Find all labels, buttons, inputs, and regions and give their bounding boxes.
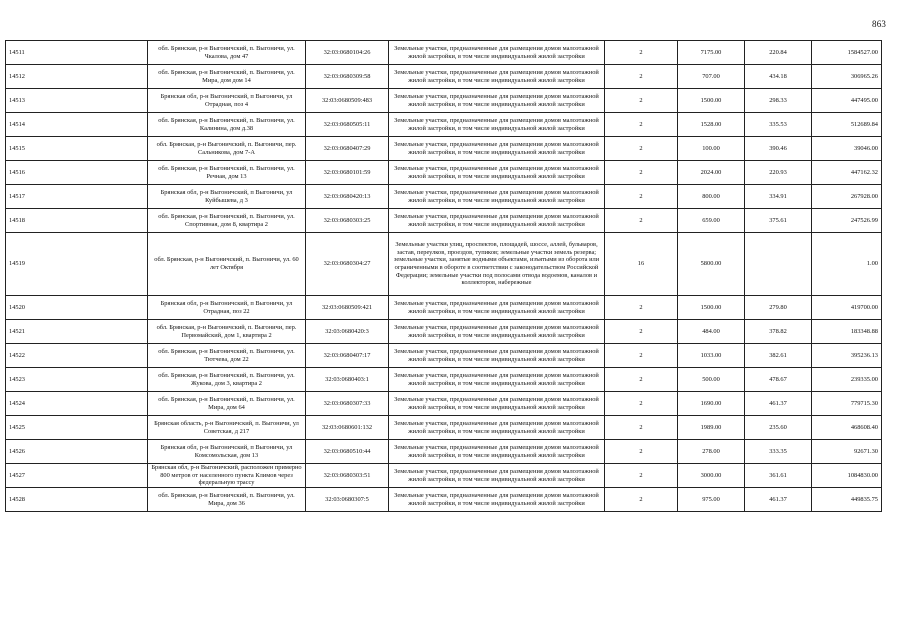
row-number: 14528 [6,488,148,512]
land-use-description-cell: Земельные участки, предназначенные для размещения домов малоэтажной жилой застройки, в том числе индивидуальной жилой застройки [389,296,605,320]
table-row [6,65,882,89]
page-number: 863 [872,19,887,29]
area-cell: 1528.00 [678,113,745,137]
area-cell: 1500.00 [678,89,745,113]
row-number: 14511 [6,41,148,65]
address-cell: Брянская обл, р-н Выгоничский, п Выгоничи, ул Комсомольская, дом 13 [148,440,306,464]
group-number-cell: 2 [605,464,678,488]
table-row [6,137,882,161]
address-cell: обл. Брянская, р-н Выгоничский, п. Выгоничи, ул. Мира, дом 64 [148,392,306,416]
area-cell: 1989.00 [678,416,745,440]
table-row [6,368,882,392]
cadastral-number-cell: 32:03:0680304:27 [306,233,389,296]
address-cell: обл. Брянская, р-н Выгоничский, п. Выгоничи, ул. Чкалова, дом 47 [148,41,306,65]
area-cell: 707.00 [678,65,745,89]
group-number-cell: 2 [605,65,678,89]
row-number: 14524 [6,392,148,416]
group-number-cell: 2 [605,368,678,392]
row-number: 14512 [6,65,148,89]
cadastral-value-table [5,40,882,512]
cadastral-number-cell: 32:03:0680303:51 [306,464,389,488]
cadastral-number-cell: 32:03:0680104:26 [306,41,389,65]
table-body [6,41,882,512]
group-number-cell: 2 [605,440,678,464]
land-use-description-cell: Земельные участки, предназначенные для размещения домов малоэтажной жилой застройки, в том числе индивидуальной жилой застройки [389,137,605,161]
cadastral-number-cell: 32:03:0680101:59 [306,161,389,185]
address-cell: обл. Брянская, р-н Выгоничский, п. Выгоничи, ул. 60 лет Октября [148,233,306,296]
specific-value-cell: 461.37 [745,488,812,512]
table-row [6,392,882,416]
cadastral-value-cell: 395236.13 [812,344,882,368]
area-cell: 3000.00 [678,464,745,488]
cadastral-value-cell: 267928.00 [812,185,882,209]
row-number: 14522 [6,344,148,368]
cadastral-value-cell: 239335.00 [812,368,882,392]
cadastral-number-cell: 32:03:0680601:132 [306,416,389,440]
table-row [6,113,882,137]
cadastral-number-cell: 32:03:0680307:33 [306,392,389,416]
cadastral-number-cell: 32:03:0680307:5 [306,488,389,512]
land-use-description-cell: Земельные участки, предназначенные для размещения домов малоэтажной жилой застройки, в том числе индивидуальной жилой застройки [389,113,605,137]
table-row [6,440,882,464]
specific-value-cell: 434.18 [745,65,812,89]
area-cell: 1033.00 [678,344,745,368]
land-use-description-cell: Земельные участки, предназначенные для размещения домов малоэтажной жилой застройки, в том числе индивидуальной жилой застройки [389,416,605,440]
cadastral-number-cell: 32:03:0680420:13 [306,185,389,209]
land-use-description-cell: Земельные участки, предназначенные для размещения домов малоэтажной жилой застройки, в том числе индивидуальной жилой застройки [389,185,605,209]
area-cell: 2024.00 [678,161,745,185]
row-number: 14525 [6,416,148,440]
cadastral-value-cell: 447162.32 [812,161,882,185]
row-number: 14515 [6,137,148,161]
specific-value-cell: 235.60 [745,416,812,440]
cadastral-value-cell: 419700.00 [812,296,882,320]
land-use-description-cell: Земельные участки, предназначенные для размещения домов малоэтажной жилой застройки, в том числе индивидуальной жилой застройки [389,41,605,65]
table-row [6,320,882,344]
specific-value-cell: 478.67 [745,368,812,392]
specific-value-cell [745,233,812,296]
area-cell: 659.00 [678,209,745,233]
address-cell: Брянская обл, р-н Выгоничский, п Выгоничи, ул Куйбышева, д 3 [148,185,306,209]
group-number-cell: 2 [605,320,678,344]
address-cell: обл. Брянская, р-н Выгоничский, п. Выгоничи, ул. Калинина, дом д.38 [148,113,306,137]
row-number: 14520 [6,296,148,320]
group-number-cell: 2 [605,41,678,65]
group-number-cell: 2 [605,89,678,113]
specific-value-cell: 220.84 [745,41,812,65]
address-cell: обл. Брянская, р-н Выгоничский, п. Выгоничи, ул. Тютчева, дом 22 [148,344,306,368]
table-row [6,416,882,440]
specific-value-cell: 378.82 [745,320,812,344]
cadastral-value-cell: 468608.40 [812,416,882,440]
table-row [6,488,882,512]
cadastral-value-cell: 447495.00 [812,89,882,113]
row-number: 14526 [6,440,148,464]
area-cell: 800.00 [678,185,745,209]
address-cell: обл. Брянская, р-н Выгоничский, п. Выгоничи, ул. Мира, дом 36 [148,488,306,512]
area-cell: 7175.00 [678,41,745,65]
cadastral-number-cell: 32:03:0680420:3 [306,320,389,344]
land-use-description-cell: Земельные участки, предназначенные для размещения домов малоэтажной жилой застройки, в том числе индивидуальной жилой застройки [389,65,605,89]
land-use-description-cell: Земельные участки, предназначенные для размещения домов малоэтажной жилой застройки, в том числе индивидуальной жилой застройки [389,209,605,233]
group-number-cell: 2 [605,209,678,233]
address-cell: обл. Брянская, р-н Выгоничский, п. Выгоничи, ул. Мира, дом дом 14 [148,65,306,89]
row-number: 14516 [6,161,148,185]
cadastral-number-cell: 32:03:0680407:29 [306,137,389,161]
cadastral-value-cell: 1.00 [812,233,882,296]
table-row [6,296,882,320]
land-use-description-cell: Земельные участки, предназначенные для размещения домов малоэтажной жилой застройки, в том числе индивидуальной жилой застройки [389,392,605,416]
table-row [6,41,882,65]
address-cell: Брянская обл, р-н Выгоничский, расположен примерно 800 метров от населенного пункта Климов через федеральную трассу [148,464,306,488]
table-row [6,209,882,233]
address-cell: Брянская обл, р-н Выгоничский, п Выгоничи, ул Отрадная, поз 22 [148,296,306,320]
specific-value-cell: 279.80 [745,296,812,320]
row-number: 14521 [6,320,148,344]
table-row [6,161,882,185]
row-number: 14523 [6,368,148,392]
cadastral-value-cell: 39046.00 [812,137,882,161]
area-cell: 1500.00 [678,296,745,320]
address-cell: Брянская обл, р-н Выгоничский, п Выгоничи, ул Отрадная, поз 4 [148,89,306,113]
group-number-cell: 2 [605,488,678,512]
cadastral-value-cell: 247526.99 [812,209,882,233]
cadastral-number-cell: 32:03:0680505:11 [306,113,389,137]
table-row [6,464,882,488]
cadastral-number-cell: 32:03:0680509:483 [306,89,389,113]
area-cell: 278.00 [678,440,745,464]
row-number: 14517 [6,185,148,209]
group-number-cell: 2 [605,137,678,161]
group-number-cell: 2 [605,185,678,209]
group-number-cell: 2 [605,296,678,320]
cadastral-value-cell: 306965.26 [812,65,882,89]
land-use-description-cell: Земельные участки, предназначенные для размещения домов малоэтажной жилой застройки, в том числе индивидуальной жилой застройки [389,161,605,185]
group-number-cell: 2 [605,344,678,368]
address-cell: обл. Брянская, р-н Выгоничский, п. Выгоничи, ул. Спортивная, дом 8, квартира 2 [148,209,306,233]
table-row [6,185,882,209]
row-number: 14519 [6,233,148,296]
group-number-cell: 2 [605,392,678,416]
area-cell: 5800.00 [678,233,745,296]
cadastral-value-cell: 1084830.00 [812,464,882,488]
group-number-cell: 16 [605,233,678,296]
row-number: 14514 [6,113,148,137]
table-row [6,89,882,113]
row-number: 14518 [6,209,148,233]
cadastral-value-cell: 449835.75 [812,488,882,512]
land-use-description-cell: Земельные участки, предназначенные для размещения домов малоэтажной жилой застройки, в том числе индивидуальной жилой застройки [389,464,605,488]
specific-value-cell: 298.33 [745,89,812,113]
land-use-description-cell: Земельные участки улиц, проспектов, площадей, шоссе, аллей, бульваров, застав, переулков, проездов, тупиков; земельные участки земель резерва; земельные участки, занятые водными объектами, изъятыми из оборота или ограниченными в обороте в соответствии с законодательством Российской Федерации; земельные участки под полосами отвода водоемов, каналов и коллекторов, набережные [389,233,605,296]
area-cell: 500.00 [678,368,745,392]
cadastral-value-cell: 183348.88 [812,320,882,344]
specific-value-cell: 220.93 [745,161,812,185]
table-row [6,344,882,368]
specific-value-cell: 390.46 [745,137,812,161]
land-use-description-cell: Земельные участки, предназначенные для размещения домов малоэтажной жилой застройки, в том числе индивидуальной жилой застройки [389,368,605,392]
address-cell: обл. Брянская, р-н Выгоничский, п. Выгоничи, пер. Первомайский, дом 1, квартира 2 [148,320,306,344]
address-cell: Брянская область, р-н Выгоничский, п. Выгоничи, ул Советская, д 217 [148,416,306,440]
specific-value-cell: 382.61 [745,344,812,368]
land-use-description-cell: Земельные участки, предназначенные для размещения домов малоэтажной жилой застройки, в том числе индивидуальной жилой застройки [389,344,605,368]
cadastral-value-cell: 92671.30 [812,440,882,464]
group-number-cell: 2 [605,161,678,185]
specific-value-cell: 334.91 [745,185,812,209]
area-cell: 1690.00 [678,392,745,416]
specific-value-cell: 335.53 [745,113,812,137]
specific-value-cell: 461.37 [745,392,812,416]
group-number-cell: 2 [605,113,678,137]
specific-value-cell: 333.35 [745,440,812,464]
land-use-description-cell: Земельные участки, предназначенные для размещения домов малоэтажной жилой застройки, в том числе индивидуальной жилой застройки [389,320,605,344]
address-cell: обл. Брянская, р-н Выгоничский, п. Выгоничи, ул. Жукова, дом 3, квартира 2 [148,368,306,392]
address-cell: обл. Брянская, р-н Выгоничский, п. Выгоничи, пер. Сальникова, дом 7-А [148,137,306,161]
row-number: 14513 [6,89,148,113]
group-number-cell: 2 [605,416,678,440]
cadastral-number-cell: 32:03:0680403:1 [306,368,389,392]
cadastral-number-cell: 32:03:0680303:25 [306,209,389,233]
row-number: 14527 [6,464,148,488]
cadastral-number-cell: 32:03:0680407:17 [306,344,389,368]
cadastral-number-cell: 32:03:0680509:421 [306,296,389,320]
specific-value-cell: 361.61 [745,464,812,488]
land-use-description-cell: Земельные участки, предназначенные для размещения домов малоэтажной жилой застройки, в том числе индивидуальной жилой застройки [389,440,605,464]
cadastral-value-cell: 512689.84 [812,113,882,137]
land-use-description-cell: Земельные участки, предназначенные для размещения домов малоэтажной жилой застройки, в том числе индивидуальной жилой застройки [389,89,605,113]
specific-value-cell: 375.61 [745,209,812,233]
area-cell: 484.00 [678,320,745,344]
area-cell: 975.00 [678,488,745,512]
land-use-description-cell: Земельные участки, предназначенные для размещения домов малоэтажной жилой застройки, в том числе индивидуальной жилой застройки [389,488,605,512]
table-row [6,233,882,296]
area-cell: 100.00 [678,137,745,161]
address-cell: обл. Брянская, р-н Выгоничский, п. Выгоничи, ул. Речная, дом 13 [148,161,306,185]
cadastral-value-cell: 779715.30 [812,392,882,416]
cadastral-value-cell: 1584527.00 [812,41,882,65]
cadastral-number-cell: 32:03:0680510:44 [306,440,389,464]
cadastral-number-cell: 32:03:0680309:58 [306,65,389,89]
